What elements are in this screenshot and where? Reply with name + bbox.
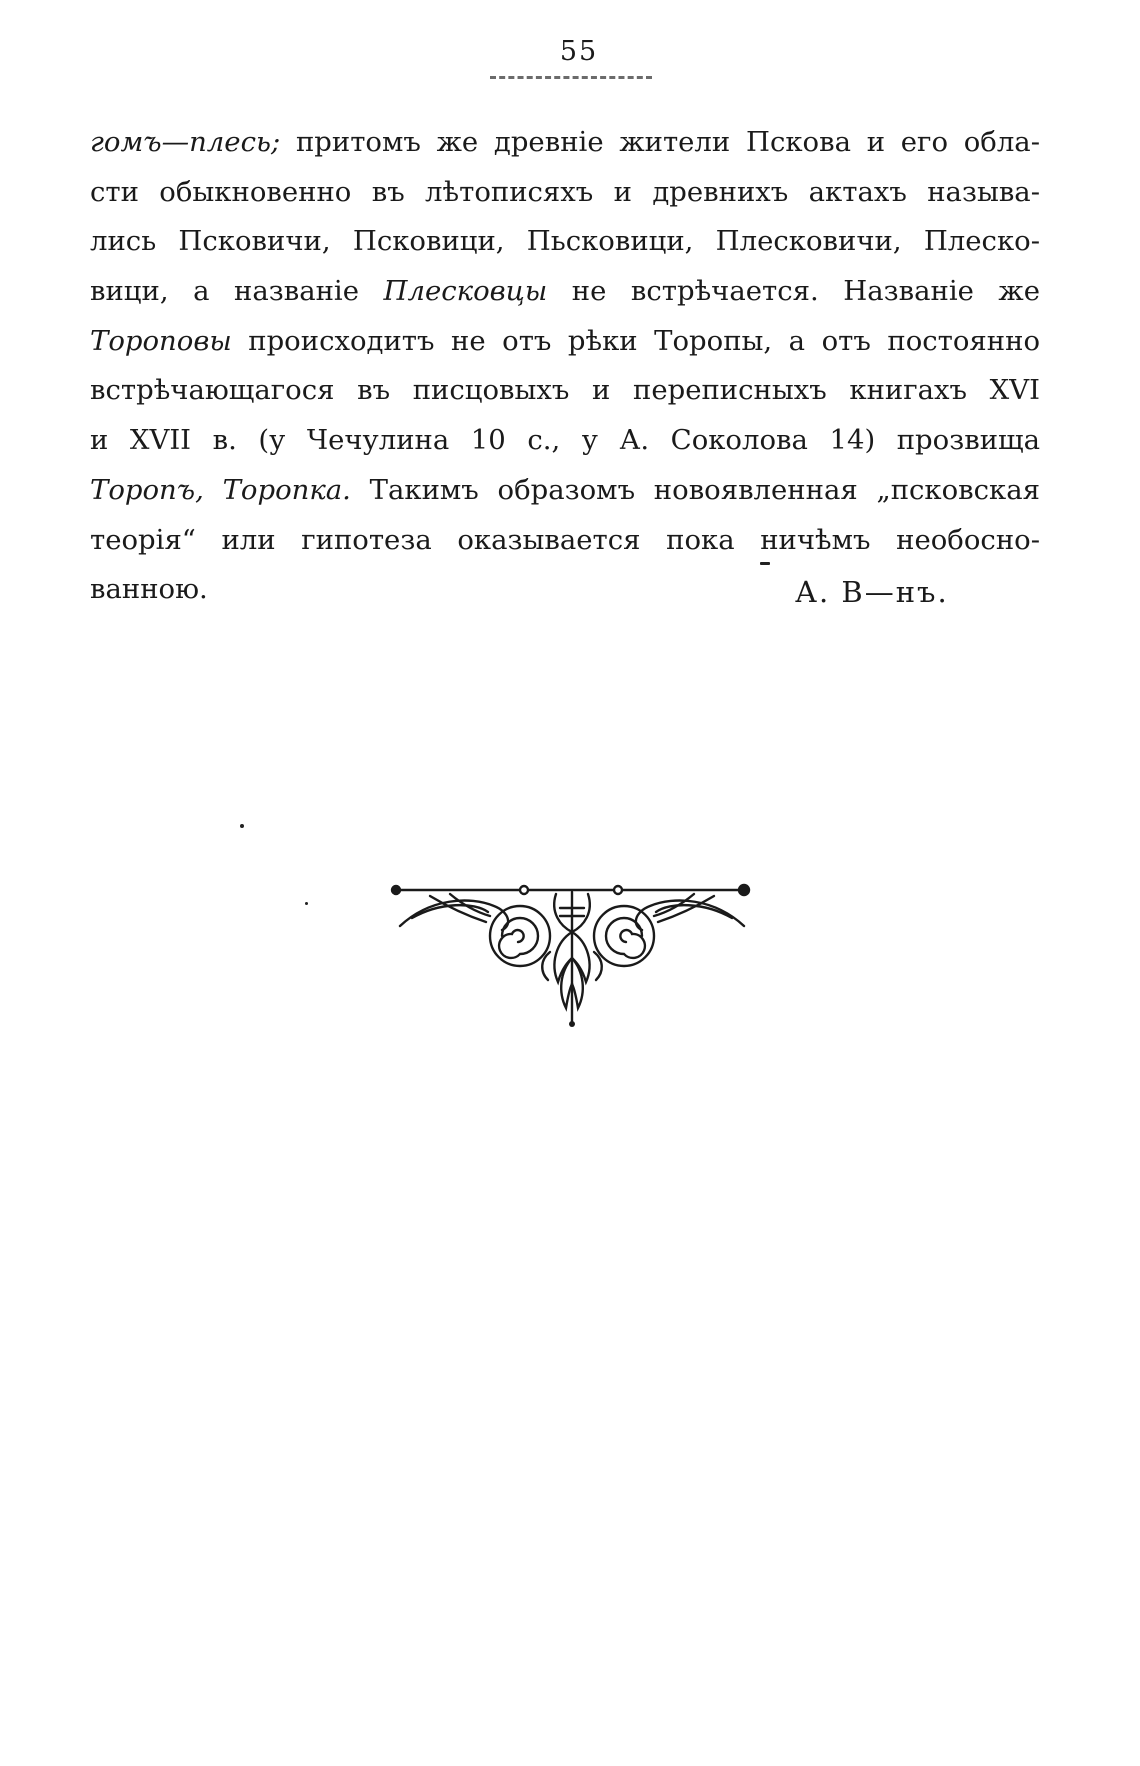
italic-text: Плесковцы [383, 275, 548, 308]
text-line [90, 317, 1040, 367]
text-span: теорія“ или гипотеза оказывается пока ничѣмъ необосно- [90, 523, 1040, 556]
text-line [90, 366, 1040, 416]
print-speck [305, 902, 308, 905]
text-span: сти обыкновенно въ лѣтописяхъ и древнихъ актахъ называ- [90, 175, 1040, 208]
text-span: Такимъ образомъ новоявленная „псковская [350, 473, 1040, 506]
text-span: вици, а названіе [90, 275, 384, 308]
text-line [90, 217, 1040, 267]
text-line [90, 118, 1040, 168]
text-line [90, 516, 1040, 566]
text-span: не встрѣчается. Названіе же [547, 275, 1040, 308]
print-speck [760, 562, 770, 565]
page-number: 55 [559, 36, 599, 67]
italic-text: Торопъ, Торопка. [90, 473, 351, 506]
text-line [90, 416, 1040, 466]
text-span: притомъ же древніе жители Пскова и его обла- [280, 126, 1040, 158]
text-line [90, 168, 1040, 218]
tailpiece-ornament-icon [390, 872, 760, 1032]
text-span: встрѣчающагося въ писцовыхъ и переписныхъ книгахъ XVI [90, 374, 1040, 407]
text-span: происходитъ не отъ рѣки Торопы, а отъ постоянно [231, 324, 1040, 357]
body-paragraph [90, 118, 1040, 615]
page-number-rule [490, 76, 652, 79]
text-span: лись Псковичи, Псковици, Пьсковици, Плесковичи, Плеско- [90, 225, 1040, 258]
text-line [90, 267, 1040, 317]
signature: А. В—нъ. [795, 575, 949, 609]
print-speck [240, 824, 244, 828]
text-span: ванною. [90, 573, 208, 606]
text-line [90, 466, 1040, 516]
italic-text: гомъ—плесь; [90, 126, 281, 158]
text-span: и XVII в. (у Чечулина 10 с., у А. Соколова 14) прозвища [90, 424, 1040, 457]
italic-text: Тороповы [90, 324, 232, 357]
